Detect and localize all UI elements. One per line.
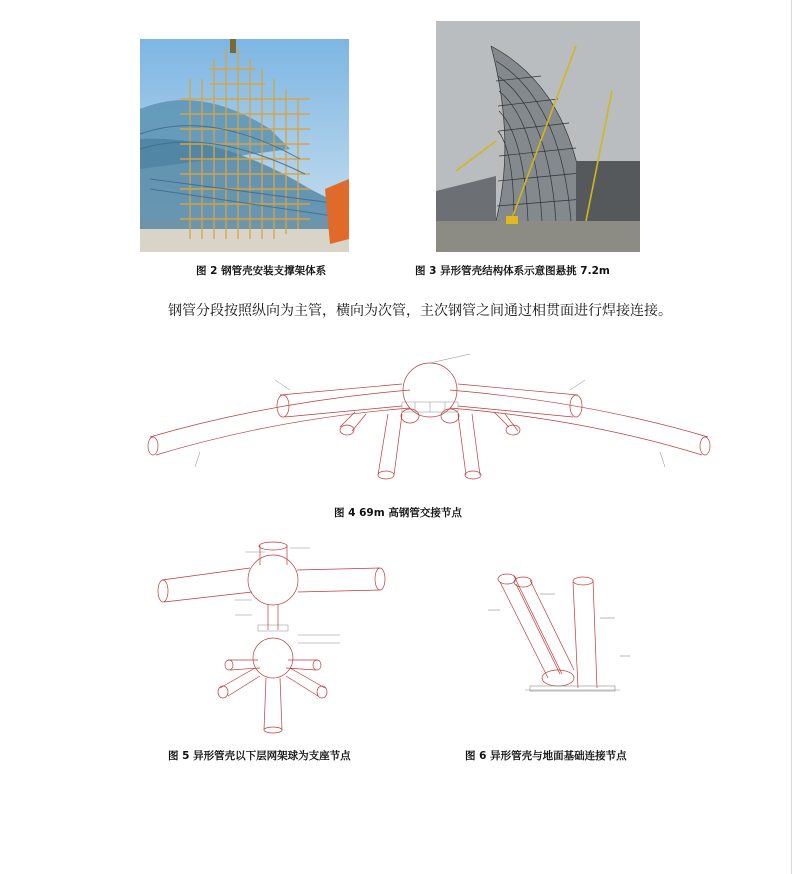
figure-5-caption: 图 5 异形管壳以下层网架球为支座节点	[168, 750, 351, 762]
figure-6-drawing	[470, 570, 650, 705]
body-paragraph: 钢管分段按照纵向为主管，横向为次管，主次钢管之间通过相贯面进行焊接连接。	[168, 303, 672, 319]
figure-2-caption: 图 2 钢管壳安装支撑架体系	[196, 265, 327, 277]
figure-5-drawing	[140, 540, 390, 740]
figure-2-photo	[140, 39, 349, 252]
figure-3-caption: 图 3 异形管壳结构体系示意图悬挑 7.2m	[415, 265, 610, 277]
figure-4-drawing	[140, 342, 720, 492]
figure-6-caption: 图 6 异形管壳与地面基础连接节点	[465, 750, 627, 762]
figure-3-photo	[436, 21, 640, 252]
figure-4-caption: 图 4 69m 高钢管交接节点	[334, 507, 462, 519]
page-edge	[791, 0, 792, 874]
